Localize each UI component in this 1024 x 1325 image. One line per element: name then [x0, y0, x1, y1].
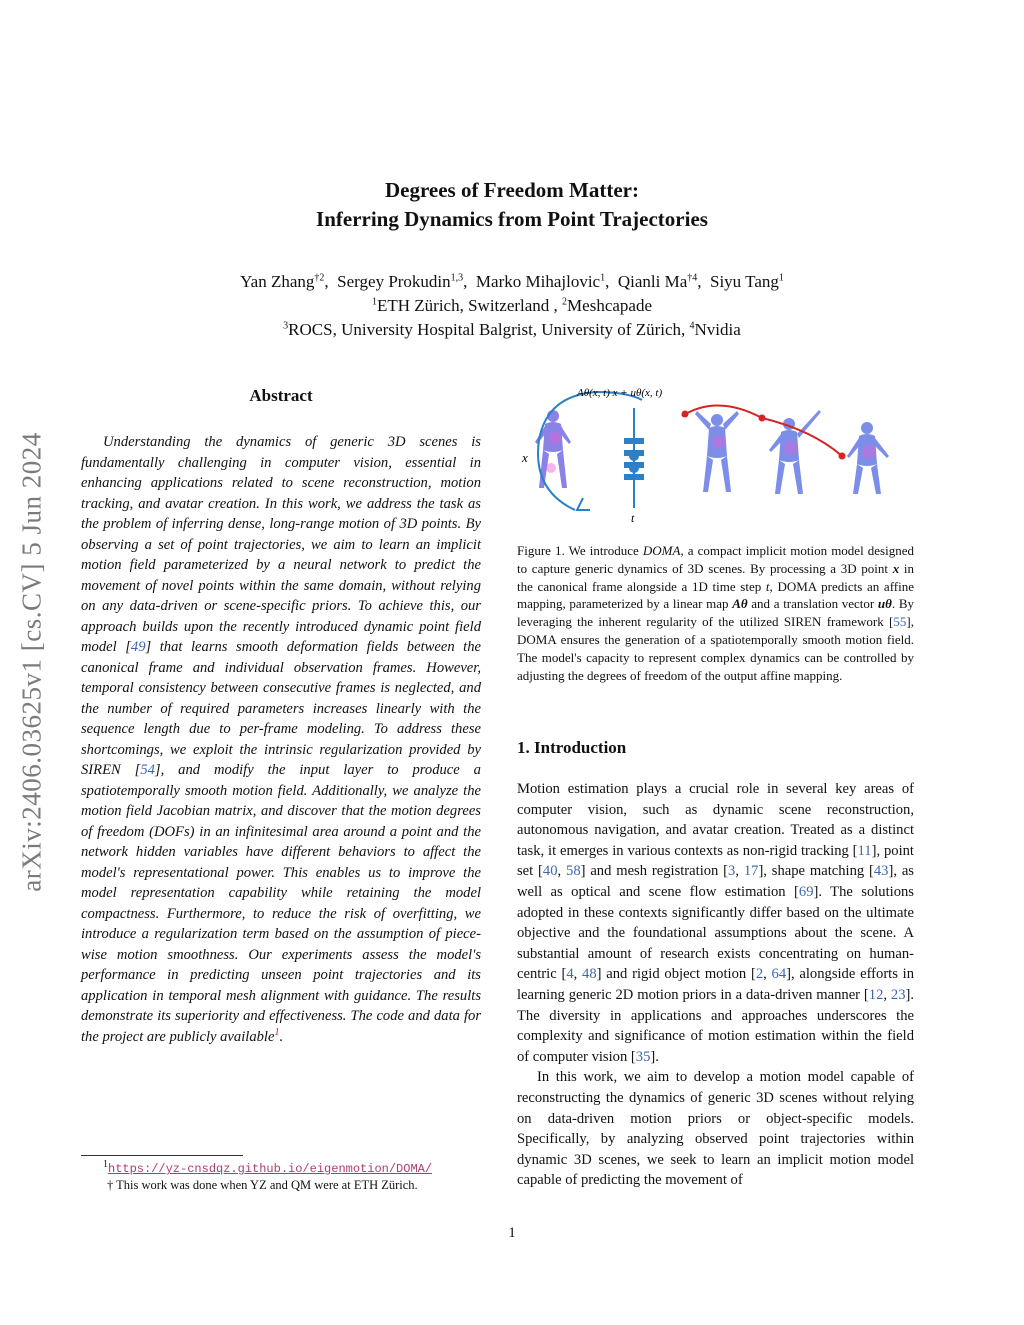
network-icon [624, 408, 644, 508]
arxiv-sidebar [14, 366, 50, 958]
arxiv-identifier: arXiv:2406.03625v1 [cs.CV] 5 Jun 2024 [16, 432, 47, 892]
caption-text: in the canonical frame alongside a 1D time step [517, 560, 914, 594]
author-name: Siyu Tang [710, 272, 779, 291]
intro-paragraph-2: In this work, we aim to develop a motion model capable of reconstructing the dynamics of generic 3D scenes without relying on data-driven motion priors or object-specific models. Specifically, by analyzing observed point trajectories within dynamic 3D scenes, we seek to learn an implicit motion model capable of predicting the movement of [517, 1069, 914, 1189]
citation-link[interactable]: 3 [728, 863, 736, 880]
figure-1-caption [517, 542, 914, 684]
affil-text: Meshcapade [567, 296, 653, 315]
citation-link[interactable]: 58 [566, 863, 581, 880]
caption-text: , DOMA predicts an affine mapping, parameterized by a linear map [517, 578, 914, 612]
author-line: Yan Zhang$^{\dagger 2}$, Sergey Prokudin$^{1,3}$, Marko Mihajlovic$^1$, Qianli Ma$^{\dagger 4}$, Siyu Tang$^1$ [240, 272, 784, 291]
citation-link[interactable]: 12 [868, 986, 884, 1003]
caption-math: t [765, 578, 770, 594]
citation-link[interactable]: 23 [890, 986, 906, 1003]
author-sup: 1,3 [450, 272, 464, 284]
citation-link[interactable]: 11 [857, 842, 872, 859]
citation-link[interactable]: 43 [873, 863, 889, 880]
paper-title [0, 176, 1024, 234]
caption-text: . By leveraging the inherent regularity of the utilized SIREN framework [ [517, 596, 914, 630]
author-name: Sergey Prokudin [337, 272, 451, 291]
introduction-body [517, 779, 914, 1191]
caption-text: , a compact implicit motion model designed to capture generic dynamics of 3D scenes. By processing a 3D point [517, 543, 914, 576]
citation-link[interactable]: 49 [130, 639, 146, 655]
citation-link[interactable]: 2 [755, 966, 764, 983]
author-sup: †2 [314, 272, 325, 284]
affil-text: Nvidia [694, 320, 741, 339]
caption-text: Figure 1. We introduce [517, 543, 643, 558]
footnote-rule [81, 1155, 243, 1156]
caption-italic: DOMA [642, 543, 681, 558]
affil-text: ROCS, University Hospital Balgrist, University of Zürich, [288, 320, 690, 339]
citation-link[interactable]: 35 [635, 1048, 651, 1065]
x-label: x [522, 450, 528, 465]
caption-math: Aθ [732, 596, 748, 612]
abstract-text: . [279, 1028, 284, 1045]
formula-label: Aθ(x, t) x + uθ(x, t) [577, 387, 663, 399]
citation-link[interactable]: 48 [582, 966, 597, 983]
author-name: Marko Mihajlovic [475, 272, 601, 291]
citation-link[interactable]: 54 [140, 762, 155, 778]
abstract-heading: Abstract [249, 386, 313, 405]
abstract-text: Understanding the dynamics of generic 3D scenes is fundamentally challenging in computer vision, essential in enhancing applications related to scene reconstruction, motion tracking, and avatar creation. In this work, we address the task as the problem of inferring dense, long-range motion of 3D points. By observing a set of point trajectories, we aim to learn an implicit motion field parameterized by a neural network to predict the movement of novel points within the same domain, without relying on any data-driven or scene-specific priors. To achieve this, our approach builds upon the recently introduced dynamic point field model [ [81, 434, 481, 655]
author-name: Qianli Ma [617, 272, 688, 291]
author-sup: 1 [778, 272, 784, 284]
citation-link[interactable]: 69 [798, 883, 814, 900]
affiliation-line-1 [0, 294, 1024, 318]
caption-text: ], DOMA ensures the generation of a spatiotemporally smooth motion field. The model's capacity to represent complex dynamics can be controlled by adjusting the degrees of freedom of the output affine mapping. [517, 614, 914, 683]
citation-link[interactable]: 40 [542, 863, 558, 880]
canonical-body-figure [535, 410, 571, 488]
footnote-mark: 1 [103, 1158, 108, 1170]
affil-sup: 1 [371, 296, 377, 308]
section-heading-introduction: 1. Introduction [517, 738, 627, 757]
citation-link[interactable]: 64 [771, 966, 787, 983]
footnote-link[interactable]: 1 [274, 1026, 280, 1038]
t-label: t [631, 511, 635, 525]
author-sup: 1 [600, 272, 606, 284]
author-sup: †4 [687, 272, 698, 284]
abstract-text: ] that learns smooth deformation fields between the canonical frame and individual observation frames. However, temporal consistency between consecutive frames is neglected, and the number of required parameters increases linearly with the sequence length due to per-frame modeling. To address these shortcomings, we exploit the intrinsic regularization provided by SIREN [ [81, 639, 481, 778]
affil-sup: 2 [562, 296, 568, 308]
title-line-1: Degrees of Freedom Matter: [384, 178, 639, 202]
caption-text: and a translation vector [747, 596, 878, 612]
affil-sup: 4 [689, 320, 695, 332]
citation-link[interactable]: 4 [566, 966, 574, 983]
page-number: 1 [508, 1225, 516, 1241]
figure-1 [517, 380, 917, 530]
citation-link[interactable]: 55 [893, 614, 907, 630]
citation-link[interactable]: 17 [743, 863, 759, 880]
project-url-link[interactable]: https://yz-cnsdqz.github.io/eigenmotion/DOMA/ [108, 1162, 433, 1176]
affil-text: ETH Zürich, Switzerland , [376, 296, 563, 315]
footnote-1 [81, 1160, 523, 1177]
caption-math: x [892, 560, 900, 576]
abstract-text: ], and modify the input layer to produce a spatiotemporally smooth motion field. Additionally, we analyze the motion field Jacobian matrix, and discover that the motion degrees of freedom (DOFs) in an infinitesimal area around a point and the network hidden variables have different behaviors to affect the model's representational power. This enables us to improve the model representation capability while retaining the model compactness. Furthermore, to reduce the risk of overfitting, we introduce a regularization term based on the assumption of piece-wise motion smoothness. Our experiments assess the model's performance in predicting unseen point trajectories and its application in temporal mesh alignment with guidance. The results demonstrate its superiority and effectiveness. The code and data for the project are publicly available [81, 762, 481, 1045]
figure-1-graphic [517, 380, 917, 530]
affiliation-line-2 [0, 318, 1024, 342]
author-name: Yan Zhang [240, 272, 315, 291]
author-block [0, 270, 1024, 342]
caption-math: uθ [877, 596, 892, 612]
affil-sup: 3 [283, 320, 289, 332]
title-line-2: Inferring Dynamics from Point Trajectories [316, 207, 708, 231]
footnote-2: † This work was done when YZ and QM were at ETH Zürich. [107, 1178, 418, 1192]
intro-paragraph-1: Motion estimation plays a crucial role in several key areas of computer vision, such as dynamic scene reconstruction, autonomous navigation, and avatar creation. Treated as a distinct task, it emerges in various contexts as non-rigid tracking [11], point set [40, 58] and mesh registration [3, 17], shape matching [43], as well as optical and scene flow estimation [69]. The solutions adopted in these contexts significantly differ based on the ultimate objective and the foundational assumptions about the scene. A substantial amount of research exists concentrating on human-centric [4, 48] and rigid object motion [2, 64], alongside efforts in learning generic 2D motion priors in a data-driven manner [12, 23]. The diversity in applications and approaches underscores the complexity and significance of motion estimation within the field of computer vision [35]. [517, 781, 915, 1065]
abstract-body [81, 432, 481, 1047]
